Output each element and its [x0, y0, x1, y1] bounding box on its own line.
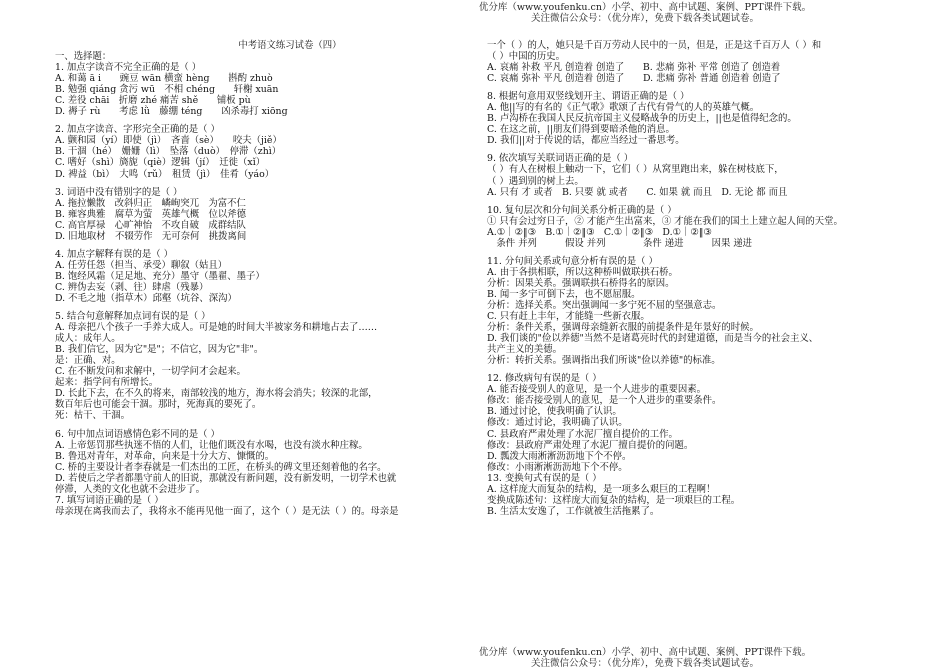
question-8 [487, 91, 907, 146]
question-6 [55, 429, 465, 495]
option-a: A. 上帝惩罚那些执迷不悟的人们，让他们既没有水喝，也没有淡水种庄稼。 [55, 439, 368, 451]
question-body: 一个（ ）的人，她只是千百万劳动人民中的一员，但是，正是这千百万人（ ）和 [487, 40, 822, 51]
option-line: B. 通过讨论，使我明确了认识。 [487, 406, 622, 418]
option-d: D. 裨益（bì） 大鸣（rǔ） 租赁（jì） 佳肴（yáo） [55, 168, 275, 180]
option-line: 死：枯干、干涸。 [55, 410, 131, 422]
header-banner-line1: 优分库（www.youfenku.cn）小学、初中、高中试题、案例、PPT课件下载。 [478, 2, 812, 13]
option-c: C. 桥的主要设计者李春就是一们杰出的工匠，在桥头的碑文里还刻着他的名字。 [55, 461, 387, 473]
option-line: 变换成陈述句：这样庞大而复杂的结构，是一项艰巨的工程。 [487, 494, 741, 506]
option-a: A. 拖拉懒散 改斜归正 嶙峋突兀 为富不仁 [55, 197, 246, 209]
option-line: D. 瓢泼大雨淅淅沥沥地下个不停。 [487, 450, 632, 462]
option-ab: A. 哀痛 补救 平凡 创造着 创造了 B. 悲痛 弥补 平常 创造了 创造着 [487, 62, 781, 74]
question-stem: 12. 修改病句有误的是（ ） [487, 373, 602, 385]
option-line: B. 生活太安逸了，工作就被生活拖累了。 [487, 505, 660, 517]
options: A. 只有 才 或者 B. 只要 就 或者 C. 如果 就 而且 D. 无论 都 而且 [487, 186, 788, 198]
option-c: C. 在这之前，||朋友们得到要暗杀他的消息。 [487, 124, 675, 136]
option-b: B. 勉强 qiáng 贪污 wū 不相 chéng 轩榭 xuān [55, 84, 279, 96]
question-stem: 2. 加点字读音、字形完全正确的是（ ） [55, 124, 220, 136]
question-3 [55, 187, 465, 242]
question-stem: 13. 变换句式有误的是（ ） [487, 472, 602, 484]
option-a: A. 颤和园（yí）即使（jì） 吝啬（sè） 咬夫（jiě） [55, 135, 282, 147]
question-stem: 10. 复句层次和分句间关系分析正确的是（ ） [487, 204, 677, 216]
option-d-cont: 停滞，人类的文化也就不会进步了。 [55, 483, 206, 495]
option-line: A. 这样庞大而复杂的结构，是一项多么艰巨的工程啊！ [487, 483, 716, 495]
question-stem: 4. 加点字解释有误的是（ ） [55, 248, 174, 260]
option-d: D. 我们||对于传说的话，都应当经过一番思考。 [487, 135, 685, 147]
question-stem: 5. 结合句意解释加点词有误的是（ ） [55, 311, 211, 323]
section-heading: 一、选择题： [55, 51, 112, 63]
option-line: 修改：通过讨论，我明确了认识。 [487, 417, 628, 429]
option-line: 修改：县政府严肃处理了水泥厂擅自提价的问题。 [487, 439, 694, 451]
question-4 [55, 249, 465, 304]
question-body: （ ）有人在树根上触动一下，它们（ ）从窝里跑出来，躲在树枝底下， [487, 164, 784, 176]
question-5 [55, 311, 465, 421]
option-line: 分析：选择关系。突出强调闻一多宁死不屈的坚强意志。 [487, 299, 722, 311]
question-12 [487, 373, 907, 472]
page-title: 中考语文练习试卷（四） [238, 40, 342, 51]
option-line: 修改：小雨淅淅沥沥地下个不停。 [487, 461, 628, 473]
question-10 [487, 205, 907, 249]
question-11 [487, 256, 907, 366]
question-stem: 11. 分句间关系或句意分析有误的是（ ） [487, 255, 658, 267]
question-body: 母亲现在离我而去了，我将永不能再见他一面了，这个（ ）是无法（ ）的。母亲是 [55, 505, 399, 517]
option-line: C. 县政府严肃处理了水泥厂擅自提价的工作。 [487, 428, 678, 440]
options-labels: 条件 并列 假设 并列 条件 递进 因果 递进 [487, 237, 753, 249]
question-stem: 7. 填写词语正确的是（ ） [55, 494, 164, 506]
question-1 [55, 62, 465, 117]
options: A.①｜②‖③ B.①｜②‖③ C.①｜②‖③ D.①｜②‖③ [487, 226, 712, 238]
option-b: B. 雍容典雅 腐草为萤 英雄气概 位以斧德 [55, 208, 246, 220]
option-a: A. 和蔼 ā i 豌豆 wān 横蛮 hèng 斟酌 zhuò [55, 73, 273, 85]
question-stem: 3. 词语中没有错别字的是（ ） [55, 186, 183, 198]
option-d: D. 若使后之学者都墨守前人的旧说，那就没有新问题，没有新发明，一切学术也就 [55, 472, 397, 484]
option-d: D. 褥子 rù 考虑 lǜ 藤绷 téng 凶杀毒打 xiōng [55, 106, 288, 118]
header-banner [170, 2, 950, 24]
question-stem: 1. 加点字读音不完全正确的是（ ） [55, 62, 202, 74]
option-line: 成人：成年人。 [55, 333, 121, 345]
option-line: D. 长此下去，在不久的将来，南部较浅的地方，海水将会消失；较深的北部， [55, 388, 378, 400]
option-line: B. 闻一多宁可倒下去，也不愿屈服。 [487, 288, 641, 300]
option-line: 数百年后也可能会干涸。那时，死海真的要死了。 [55, 399, 262, 411]
footer-banner-line1: 优分库（www.youfenku.cn）小学、初中、高中试题、案例、PPT课件下载。 [478, 647, 812, 658]
option-d: D. 不毛之地（指草木）邱壑（坑谷、深沟） [55, 292, 237, 304]
option-c: C. 差役 chāi 折磨 zhé 痛苦 shě 铺板 pù [55, 95, 251, 107]
right-column [487, 40, 907, 517]
question-stem: 6. 句中加点词语感情色彩不同的是（ ） [55, 428, 220, 440]
option-line: 分析：条件关系，强调母亲缝新衣服的前提条件是年景好的时候。 [487, 322, 759, 334]
left-column [55, 40, 465, 517]
option-line: C. 只有赶上丰年，才能缝一些新衣服。 [487, 311, 650, 323]
option-line: C. 在不断发问和求解中，一切学问才会起来。 [55, 366, 246, 378]
footer-banner [170, 647, 950, 669]
option-b: B. 卢沟桥在我国人民反抗帝国主义侵略战争的历史上，||也是值得纪念的。 [487, 113, 797, 125]
option-a: A. 他||写的有名的《正气歌》歌颂了古代有骨气的人的英雄气概。 [487, 102, 760, 114]
question-7-continued [487, 40, 907, 84]
question-13 [487, 473, 907, 517]
option-c: C. 辨伪去妄（剥、往）肆虐（残暴） [55, 281, 209, 293]
question-2 [55, 124, 465, 179]
option-line: B. 我们信它，因为它"是"；不信它，因为它"非"。 [55, 344, 264, 356]
option-b: B. 饱经风霜（足足地、充分）墨守（墨翟、墨子） [55, 270, 265, 282]
option-c: C. 嗜好（shì）旖旎（qiè）逻辑（jí） 迁徙（xǐ） [55, 157, 266, 169]
option-d: D. 旧地取材 不辍劳作 无可奈何 挑拨离间 [55, 230, 247, 242]
question-body: ① 只有会过穷日子，② 才能产生出富来，③ 才能在我们的国土上建立起人间的天堂。 [487, 215, 843, 227]
option-line: 分析：转折关系。强调指出我们所谈"俭以养德"的标准。 [487, 355, 721, 367]
question-stem: 8. 根据句意用双竖线划开主、谓语正确的是（ ） [487, 91, 690, 103]
option-line: A. 由于各拱相联，所以这种桥叫做联拱石桥。 [487, 266, 678, 278]
option-line: A. 能否接受别人的意见，是一个人进步的重要因素。 [487, 384, 706, 396]
question-7 [55, 495, 465, 517]
option-b: B. 鲁迅对青年，对革命，向来是十分大方、慷慨的。 [55, 450, 275, 462]
header-banner-line2: 关注微信公众号：（优分库），免费下载各类试题试卷。 [530, 13, 759, 24]
question-stem: 9. 依次填写关联词语正确的是（ ） [487, 153, 634, 165]
option-line: 是：正确、对。 [55, 355, 121, 367]
option-line: 起来：指学问有所增长。 [55, 377, 159, 389]
question-body: （ ）中国的历史。 [487, 51, 565, 63]
option-line: 分析：因果关系。强调联拱石桥得名的原因。 [487, 277, 675, 289]
option-line: D. 我们谈的"俭以养德"当然不是诸葛亮时代的封建道德，而是当今的社会主义、 [487, 333, 819, 345]
option-line: 共产主义的美德。 [487, 344, 563, 356]
question-9 [487, 153, 907, 197]
option-c: C. 高官厚禄 心旷神怡 不攻自破 成群结队 [55, 219, 246, 231]
option-a: A. 任劳任怨（担当、承受）聊叙（姑且） [55, 259, 228, 271]
option-line: 修改：能否接受别人的意见，是一个人进步的重要条件。 [487, 395, 722, 407]
option-cd: C. 哀痛 弥补 平凡 创造着 创造了 D. 悲痛 弥补 普通 创造着 创造了 [487, 73, 781, 85]
option-line: A. 母亲把八个孩子一手养大成人。可是她的时间大半被家务和耕地占去了…… [55, 322, 378, 334]
footer-banner-line2: 关注微信公众号：（优分库），免费下载各类试题试卷。 [530, 658, 759, 669]
question-body: （ ）遇到别的树上去。 [487, 175, 584, 187]
option-b: B. 干涸（hé） 姗姗（lì） 坠落（duò） 停滞（zhì） [55, 146, 282, 158]
